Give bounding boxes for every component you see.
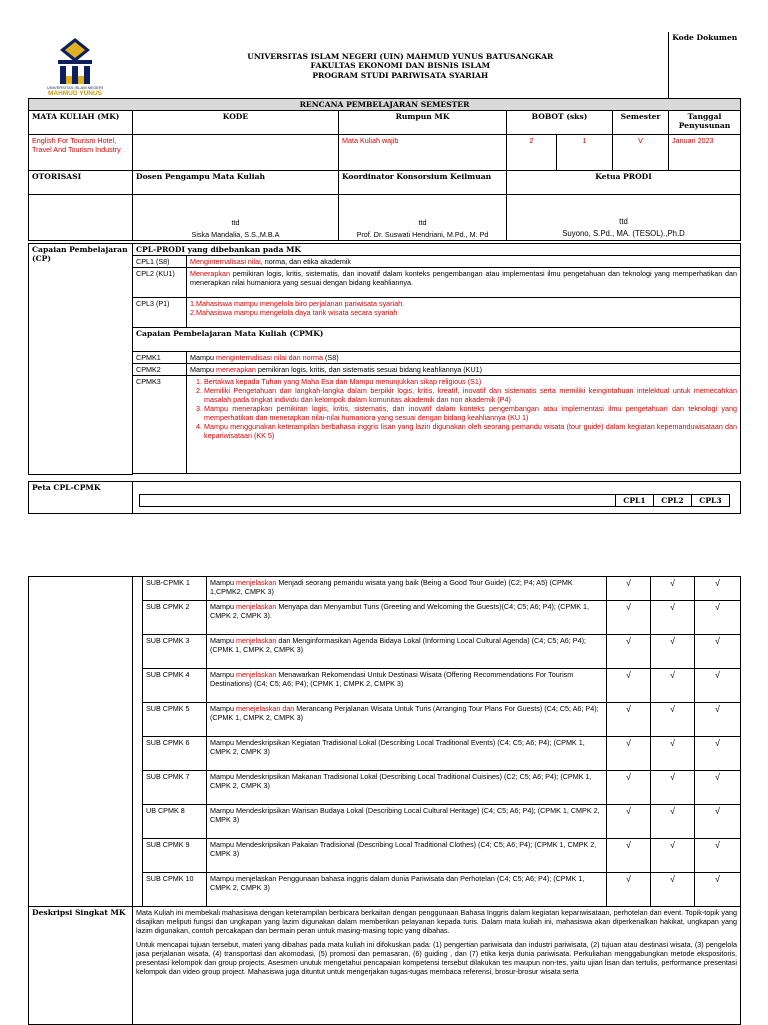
subcpmk-text-pre: Mampu [210, 636, 236, 645]
subcpmk-text [207, 669, 607, 703]
subcpmk-text [207, 839, 607, 873]
subcpmk-code: SUB CPMK 9 [143, 839, 207, 873]
cpl-header: CPL-PRODI yang dibebankan pada MK [133, 244, 741, 256]
subcpmk-text-pre: Mampu Mendeskripsikan Kegiatan Tradisional Lokal (Describing Local Traditional Events) (C4; C5; A6; P4); (CPMK 1, CMPK 2, CMPK 3) [210, 738, 585, 756]
check-mark-icon: √ [695, 805, 741, 839]
koordinator-heading: Koordinator Konsorsium Keilmuan [339, 170, 507, 194]
check-mark-icon: √ [651, 635, 695, 669]
subcpmk-table [28, 576, 741, 907]
peta-label: Peta CPL-CPMK [29, 482, 133, 514]
colhead-rumpun: Rumpun MK [339, 110, 507, 134]
cpmk3-item-2: 2. Memiliki Pengetahuan dan langkah-langka dalam berpikir logis, kritis, kreatif, inovatif dan sistematis serta memiliki keingintahuan intelektual untuk memecahkan masalah pada tingkat individu dan kelompok dalam komunitas akademik dan non akademik (P4) [204, 386, 737, 404]
check-mark-icon: √ [651, 873, 695, 907]
deskripsi-label: Deskripsi Singkat MK [29, 907, 133, 1025]
colhead-mk: MATA KULIAH (MK) [29, 110, 133, 134]
cpl1-red: Menginternalisasi nilai [190, 257, 261, 267]
subcpmk-text-post: Menawarkan Rekomendasi Untuk Destinasi Wisata (Offering Recommendations For Tourism Destinations) (C4; C5; A6; P4); (CPMK 1, CMPK 2, CMPK 3) [210, 670, 574, 688]
subcpmk-text-red: menejelaskan dan [235, 704, 295, 713]
course-bobot-1: 2 [507, 134, 557, 170]
subcpmk-left-blank [29, 577, 133, 907]
subcpmk-text-pre: Mampu Mendeskripsikan Warisan Budaya Lokal (Describing Local Cultural Heritage) (C4; C5; A6; P4); (CPMK 1, CMPK 2, CMPK 3) [210, 806, 600, 824]
cpl3-code: CPL3 (P1) [133, 298, 187, 328]
check-mark-icon: √ [695, 669, 741, 703]
check-mark-icon: √ [695, 703, 741, 737]
course-semester: V [613, 134, 669, 170]
cpl1-rest: , norma, dan etika akademik [260, 257, 352, 267]
program-name: PROGRAM STUDI PARIWISATA SYARIAH [312, 70, 489, 80]
check-mark-icon: √ [695, 839, 741, 873]
check-mark-icon: √ [695, 771, 741, 805]
check-mark-icon: √ [607, 805, 651, 839]
check-mark-icon: √ [607, 771, 651, 805]
subcpmk-code: SUB-CPMK 1 [143, 577, 207, 601]
cpmk1-red: menginternalisasi nilai dan norma [215, 353, 324, 363]
rps-title: RENCANA PEMBELAJARAN SEMESTER [29, 98, 741, 110]
subcpmk-text-post: Menyapa dan Menyambut Turis (Greeting and Welcoming the Guests)(C4; C5; A6; P4); (CPMK 1, CMPK 2, CMPK 3). [210, 602, 589, 620]
check-mark-icon: √ [607, 601, 651, 635]
check-mark-icon: √ [651, 577, 695, 601]
peta-blank [140, 495, 616, 507]
course-tanggal: Januari 2023 [669, 134, 741, 170]
cpmk2-pre: Mampu [190, 365, 216, 375]
institution-heading [133, 32, 669, 98]
subcpmk-text [207, 873, 607, 907]
peta-col-cpl2: CPL2 [654, 495, 692, 507]
subcpmk-code: SUB CPMK 10 [143, 873, 207, 907]
colhead-bobot: BOBOT (sks) [507, 110, 613, 134]
check-mark-icon: √ [695, 601, 741, 635]
subcpmk-code: SUB CPMK 6 [143, 737, 207, 771]
check-mark-icon: √ [607, 839, 651, 873]
check-mark-icon: √ [651, 703, 695, 737]
colhead-tanggal: Tanggal Penyusunan [669, 110, 741, 134]
cpl3-text [187, 298, 741, 328]
cpmk3-list [190, 377, 737, 440]
cpmk2-post: pemikiran logis, kritis, dan sistematis sesuai bidang keahliannya (KU1) [255, 365, 483, 375]
colhead-kode: KODE [133, 110, 339, 134]
subcpmk-text-red: menjelaskan [235, 602, 277, 611]
subcpmk-text [207, 703, 607, 737]
cpmk2-text [187, 364, 741, 376]
subcpmk-text-pre: Mampu [210, 602, 236, 611]
subcpmk-text-pre: Mampu [210, 670, 236, 679]
subcpmk-text-post: Merancang Perjalanan Wisata Untuk Turis (Arranging Tour Plans For Guests) (C4; C5; A6; P4); (CPMK 1, CMPK 2, CMPK 3) [210, 704, 599, 722]
otorisasi-label: OTORISASI [29, 170, 133, 194]
deskripsi-p2: Untuk mencapai tujuan tersebut, materi yang dibahas pada mata kuliah ini difokuskan pada: (1) pengertian pariwisata dan industri pariwisata, (2) tujuan atau destinasi wisata, (3) pengelola jasa perjalanan wisata, (4) transportasi dan akomodasi, (5) promosi dan pemasaran, (6) guiding , dan (7) etika kerja dunia pariwisata. Perkuliahan menggabungkan metode ekspositoris, presentasi kelompok dan group projects. Asesmen unutuk mengetahui pencapaian kompetensi tersebut dilakukan tes maupun non-tes, yaitu ujian lisan dan tertulis, performance presentasi kelompok dan video group project. Mahasiswa juga dituntut untuk mengerjakan tugas-tugas membaca referensi, brosur-brosur wisata serta [136, 940, 737, 976]
check-mark-icon: √ [695, 577, 741, 601]
subcpmk-text-post: Menjadi seorang pemandu wisata yang baik (Being a Good Tour Guide) (C2; P4; A5) (CPMK 1,CPMK2, CMPK 3) [210, 578, 573, 596]
subcpmk-text-pre: Mampu [210, 578, 236, 587]
faculty-name: FAKULTAS EKONOMI DAN BISNIS ISLAM [310, 61, 491, 71]
check-mark-icon: √ [607, 635, 651, 669]
check-mark-icon: √ [607, 873, 651, 907]
subcpmk-text-pre: Mampu [210, 704, 236, 713]
logo-cell [29, 32, 133, 98]
cpl1-text [187, 256, 741, 268]
ttd-1: ttd [231, 217, 240, 227]
cpl2-code: CPL2 (KU1) [133, 268, 187, 298]
check-mark-icon: √ [651, 771, 695, 805]
check-mark-icon: √ [695, 873, 741, 907]
cpl3-item-2: 2.Mahasiswa mampu mengelola daya tarik wisata secara syariah [190, 308, 398, 318]
otorisasi-blank [29, 194, 133, 240]
ketua-name: Suyono, S.Pd., MA. (TESOL).,Ph.D [562, 229, 685, 239]
deskripsi-table [28, 906, 741, 1025]
course-bobot-2: 1 [557, 134, 613, 170]
dosen-sign [133, 194, 339, 240]
ttd-3: ttd [619, 216, 628, 226]
subcpmk-code: UB CPMK 8 [143, 805, 207, 839]
subcpmk-code: SUB CPMK 7 [143, 771, 207, 805]
deskripsi-p1: Mata Kuliah ini membekali mahasiswa dengan keterampilan berbicara berkaitan dengan penggunaan Bahasa Inggris dalam kegiatan keparıwisataan, perhotelan dan event. Topik-topik yang disajikan meliputi fungsi dan ungkapan yang lazim digunakan dalam memberikan pelayanan kepada turis. Dalam mata kuliah ini, mahasiswa akan diperkenalkan hakikat, ungkapan yang lazim digunakan, contoh percakapan dan bermain peran untuk masing-masing topic yang dibahas. [136, 908, 737, 935]
cpmk3-item-1: 1. Bertakwa kepada Tuhan yang Maha Esa dan Mampu menunjukkan sikap religious (S1) [204, 377, 737, 386]
cpmk3-text [187, 376, 741, 474]
peta-table [28, 481, 741, 514]
subcpmk-code: SUB CPMK 5 [143, 703, 207, 737]
dosen-name: Siska Mandalia, S.S.,M.B.A [191, 229, 280, 239]
check-mark-icon: √ [607, 577, 651, 601]
cpmk2-code: CPMK2 [133, 364, 187, 376]
check-mark-icon: √ [695, 635, 741, 669]
cp-label: Capaian Pembelajaran (CP) [29, 244, 133, 475]
check-mark-icon: √ [651, 669, 695, 703]
logo-line-1: UNIVERSITAS ISLAM NEGERI [47, 85, 103, 90]
peta-col-cpl1: CPL1 [616, 495, 654, 507]
subcpmk-text [207, 737, 607, 771]
deskripsi-text [133, 907, 741, 1025]
cpmk3-code: CPMK3 [133, 376, 187, 474]
check-mark-icon: √ [651, 601, 695, 635]
cp-spacer [133, 474, 741, 475]
cpl2-rest: pemikiran logis, kritis, sistematis, dan inovatif dalam konteks pengembangan atau implementasi ilmu pengetahuan dan teknologi yang memperhatikan dan menerapkan nilai humaniora yang sesuai dengan bidang keahliannya. [190, 269, 738, 288]
ttd-2: ttd [418, 217, 427, 227]
subcpmk-text-red: menjelaskan [235, 636, 277, 645]
cpl2-text [187, 268, 741, 298]
subcpmk-text [207, 577, 607, 601]
dosen-heading: Dosen Pengampu Mata Kuliah [133, 170, 339, 194]
kode-dokumen: Kode Dokumen [669, 32, 741, 98]
check-mark-icon: √ [607, 703, 651, 737]
koordinator-sign [339, 194, 507, 240]
cpmk3-item-3: 3. Mampu menerapkan pemikiran logis, kritis, sistematis, dan inovatif dalam konteks pengembangan atau implementasi ilmu pengetahuan dan teknologi yang memperhatikan dan menerapkan nilai-nilai humaniora yang sesuai dengan bidang keahliannya (KU 1) [204, 404, 737, 422]
rps-header-table [28, 32, 741, 241]
subcpmk-text [207, 771, 607, 805]
course-kode [133, 134, 339, 170]
cpmk1-pre: Mampu [190, 353, 216, 363]
subcpmk-code: SUB CPMK 3 [143, 635, 207, 669]
check-mark-icon: √ [651, 839, 695, 873]
ketua-heading: Ketua PRODI [507, 170, 741, 194]
cp-table [28, 243, 741, 475]
ketua-sign [507, 194, 741, 240]
subcpmk-text-pre: Mampu menjelaskan Penggunaan bahasa inggris dalam dunia Pariwisata dan Perhotelan (C4; C5; A6; P4); (CPMK 1, CMPK 2, CMPK 3) [210, 874, 585, 892]
check-mark-icon: √ [651, 805, 695, 839]
subcpmk-text [207, 601, 607, 635]
peta-col-cpl3: CPL3 [692, 495, 730, 507]
check-mark-icon: √ [695, 737, 741, 771]
cpmk1-post: (S8) [323, 353, 339, 363]
cpmk1-code: CPMK1 [133, 352, 187, 364]
university-name: UNIVERSITAS ISLAM NEGERI (UIN) MAHMUD YUNUS BATUSANGKAR [247, 52, 554, 61]
subcpmk-code: SUB CPMK 4 [143, 669, 207, 703]
check-mark-icon: √ [607, 737, 651, 771]
subcpmk-text-red: menjelaskan [235, 670, 277, 679]
subcpmk-code: SUB CPMK 2 [143, 601, 207, 635]
check-mark-icon: √ [651, 737, 695, 771]
cpl3-item-1: 1.Mahasiswa mampu mengelola biro perjalanan pariwisata syariah. [190, 299, 405, 309]
subcpmk-text-pre: Mampu Mendeskripsikan Pakaian Tradisional (Describing Local Traditional Clothes) (C4; C5; A6; P4); (CPMK 1, CMPK 2, CMPK 3) [210, 840, 597, 858]
course-name: English For Tourism Hotel, Travel And Tourism Industry [29, 134, 133, 170]
koordinator-name: Prof. Dr. Suswati Hendriani, M.Pd., M. Pd [356, 229, 489, 239]
peta-inner-table [139, 494, 730, 507]
subcpmk-text-pre: Mampu Mendeskripsikan Makanan Tradisional Lokal (Describing Local Traditional Cuisines) (C2; C5; A6; P4); (CPMK 1, CMPK 2, CMPK 3) [210, 772, 592, 790]
subcpmk-text-post: dan Menginformasikan Agenda Bidaya Lokal (Informing Local Cultural Agenda) (C4; C5; A6; P4); (CPMK 1, CMPK 2, CMPK 3) [210, 636, 586, 654]
peta-cell [133, 482, 741, 514]
logo-line-2: MAHMUD YUNUS [47, 90, 103, 97]
cpmk-header: Capaian Pembelajaran Mata Kuliah (CPMK) [133, 328, 741, 352]
cpmk3-item-4: 4. Mampu menggunakan keterampilan berbahasa inggris lisan yang lazin digunakan oleh seorang pemandu wisata (tour guide) dalam kegiatan kepemanduwisataan dan kepariwisataan (KK 5) [204, 422, 737, 440]
subcpmk-text-red: menjelaskan [235, 578, 277, 587]
cpl1-code: CPL1 (S8) [133, 256, 187, 268]
subcpmk-text [207, 635, 607, 669]
subcpmk-row [29, 577, 741, 601]
cpl2-red: Menerapkan [190, 269, 230, 279]
course-rumpun: Mata Kuliah wajib [339, 134, 507, 170]
check-mark-icon: √ [607, 669, 651, 703]
subcpmk-spacer [133, 577, 143, 907]
cpmk2-red: menerapkan [215, 365, 256, 375]
subcpmk-text [207, 805, 607, 839]
colhead-semester: Semester [613, 110, 669, 134]
cpmk1-text [187, 352, 741, 364]
